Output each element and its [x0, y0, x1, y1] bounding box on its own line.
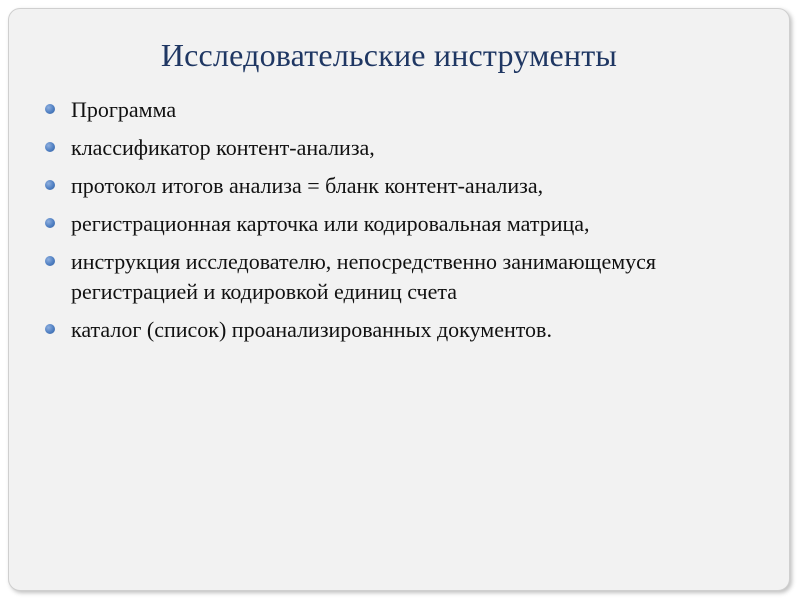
bullet-item: [43, 247, 743, 307]
bullet-dot-icon: [45, 218, 55, 228]
bullet-text: классификатор контент-анализа,: [71, 135, 375, 160]
bullet-list: [43, 95, 743, 353]
bullet-item: [43, 133, 743, 163]
bullet-text: регистрационная карточка или кодировальная матрица,: [71, 211, 590, 236]
bullet-item: [43, 95, 743, 125]
bullet-dot-icon: [45, 104, 55, 114]
bullet-dot-icon: [45, 324, 55, 334]
slide: [8, 8, 790, 591]
bullet-text: Программа: [71, 97, 177, 122]
bullet-item: [43, 209, 743, 239]
slide-title: Исследовательские инструменты: [160, 37, 618, 73]
bullet-dot-icon: [45, 142, 55, 152]
bullet-item: [43, 171, 743, 201]
bullet-text: протокол итогов анализа = бланк контент-анализа,: [71, 173, 544, 198]
bullet-text: каталог (список) проанализированных документов.: [71, 317, 552, 342]
bullet-dot-icon: [45, 256, 55, 266]
bullet-text: инструкция исследователю, непосредственно занимающемуся регистрацией и кодировкой единиц счета: [71, 249, 657, 304]
bullet-dot-icon: [45, 180, 55, 190]
bullet-item: [43, 315, 743, 345]
